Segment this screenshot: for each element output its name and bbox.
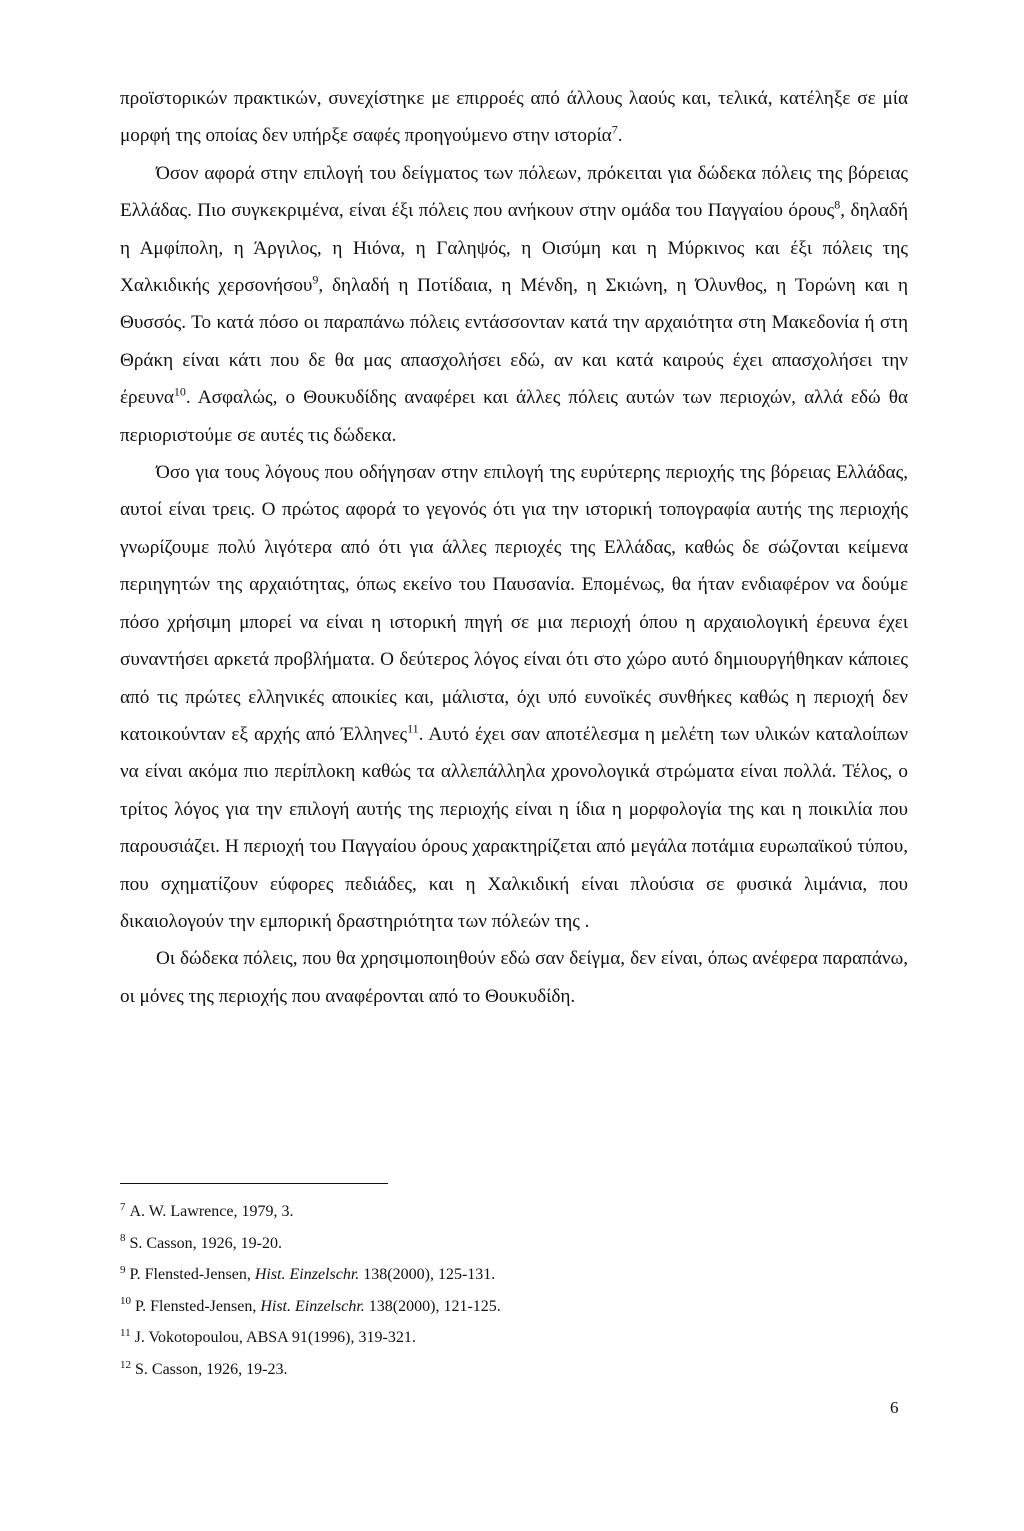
paragraph-text: , δηλαδή η Ποτίδαια, η Μένδη, η Σκιώνη, η Όλυνθος, η Τορώνη και η Θυσσός. Το κατά πόσο οι παραπάνω πόλεις εντάσσονταν κατά την αρχαιότητα στη Μακεδονία ή στη Θράκη είναι κάτι που δε θα μας απασχολήσει εδώ, αν και κατά καιρούς έχει απασχολήσει την έρευνα <box>120 275 908 409</box>
paragraph-text: . Ασφαλώς, ο Θουκυδίδης αναφέρει και άλλες πόλεις αυτών των περιοχών, αλλά εδώ θα περιοριστούμε σε αυτές τις δώδεκα. <box>120 387 908 446</box>
paragraph-text: Οι δώδεκα πόλεις, που θα χρησιμοποιηθούν εδώ σαν δείγμα, δεν είναι, όπως ανέφερα παραπάνω, οι μόνες της περιοχής που αναφέρονται από το Θουκυδίδη. <box>120 948 908 1007</box>
footnote-reference: 8 <box>834 197 841 212</box>
footnotes <box>120 1196 820 1386</box>
footnote-number: 7 <box>120 1200 126 1213</box>
journal-abbreviation: Hist. Einzelschr. <box>260 1297 365 1315</box>
footnote-text: P. Flensted-Jensen, Hist. Einzelschr. 138(2000), 121-125. <box>135 1297 501 1315</box>
footnote-text: S. Casson, 1926, 19-23. <box>135 1360 288 1378</box>
footnote-item <box>120 1354 820 1386</box>
footnote-text: A. W. Lawrence, 1979, 3. <box>129 1203 294 1220</box>
main-text <box>120 80 908 1015</box>
paragraph-text: . Αυτό έχει σαν αποτέλεσμα η μελέτη των υλικών καταλοίπων να είναι ακόμα πιο περίπλοκη καθώς τα αλλεπάλληλα χρονολογικά στρώματα είναι πολλά. Τέλος, ο τρίτος λόγος για την επιλογή αυτής της περιοχής είναι η ίδια η μορφολογία της και η ποικιλία που παρουσιάζει. Η περιοχή του Παγγαίου όρους χαρακτηρίζεται από μεγάλα ποτάμια ευρωπαϊκού τύπου, που σχηματίζουν εύφορες πεδιάδες, και η Χαλκιδική είναι πλούσια σε φυσικά λιμάνια, που δικαιολογούν την εμπορική δραστηριότητα των πόλεών της . <box>120 723 909 932</box>
footnote-reference: 9 <box>312 272 319 287</box>
paragraph-text: Όσο για τους λόγους που οδήγησαν στην επιλογή της ευρύτερης περιοχής της βόρειας Ελλάδας, αυτοί είναι τρεις. Ο πρώτος αφορά το γεγονός ότι για την ιστορική τοπογραφία αυτής της περιοχής γνωρίζουμε πολύ λιγότερα από ότι για άλλες περιοχές της Ελλάδας, καθώς δε σώζονται κείμενα περιηγητών της αρχαιότητας, όπως εκείνο του Παυσανία. Επομένως, θα ήταν ενδιαφέρον να δούμε πόσο χρήσιμη μπορεί να είναι η ιστορική πηγή σε μια περιοχή όπου η αρχαιολογική έρευνα έχει συναντήσει αρκετά προβλήματα. Ο δεύτερος λόγος είναι ότι στο χώρο αυτό δημιουργήθηκαν κάποιες από τις πρώτες ελληνικές αποικίες και, μάλιστα, όχι υπό ευνοϊκές συνθήκες καθώς η περιοχή δεν κατοικούνταν εξ αρχής από Έλληνες <box>120 462 908 745</box>
footnote-item <box>120 1322 820 1354</box>
footnote-number: 9 <box>120 1263 126 1276</box>
paragraph <box>120 454 908 940</box>
footnote-text: P. Flensted-Jensen, Hist. Einzelschr. 138(2000), 125-131. <box>129 1266 496 1284</box>
footnote-reference: 11 <box>407 721 419 736</box>
footnote-reference: 10 <box>173 384 186 399</box>
paragraph-text: Όσον αφορά στην επιλογή του δείγματος των πόλεων, πρόκειται για δώδεκα πόλεις της βόρειας Ελλάδας. Πιο συγκεκριμένα, είναι έξι πόλεις που ανήκουν στην ομάδα του Παγγαίου όρους <box>120 162 908 222</box>
footnote-text: S. Casson, 1926, 19-20. <box>129 1234 282 1252</box>
footnote-item <box>120 1291 820 1323</box>
footnote-number: 11 <box>120 1327 131 1340</box>
paragraph <box>120 80 908 155</box>
paragraph-text: προϊστορικών πρακτικών, συνεχίστηκε με επιρροές από άλλους λαούς και, τελικά, κατέληξε σε μία μορφή της οποίας δεν υπήρξε σαφές προηγούμενο στην ιστορία <box>120 88 908 147</box>
footnote-reference: 7 <box>611 123 618 138</box>
footnote-number: 12 <box>120 1358 131 1371</box>
journal-abbreviation: Hist. Einzelschr. <box>254 1266 360 1284</box>
paragraph <box>120 155 908 454</box>
footnote-item <box>120 1259 820 1291</box>
paragraph-text: , δηλαδή η Αμφίπολη, η Άργιλος, η Ηιόνα, η Γαληψός, η Οισύμη και η Μύρκινος και έξι πόλεις της Χαλκιδικής χερσονήσου <box>120 200 908 297</box>
paragraph-text: . <box>617 125 623 147</box>
paragraph <box>120 940 908 1015</box>
footnote-number: 10 <box>120 1295 131 1308</box>
footnote-item <box>120 1196 820 1228</box>
footnote-number: 8 <box>120 1232 126 1245</box>
footnote-text: J. Vokotopoulou, ABSA 91(1996), 319-321. <box>134 1329 416 1347</box>
footnote-separator <box>120 1183 388 1184</box>
page-number: 6 <box>890 1398 899 1417</box>
footnote-item <box>120 1228 820 1260</box>
